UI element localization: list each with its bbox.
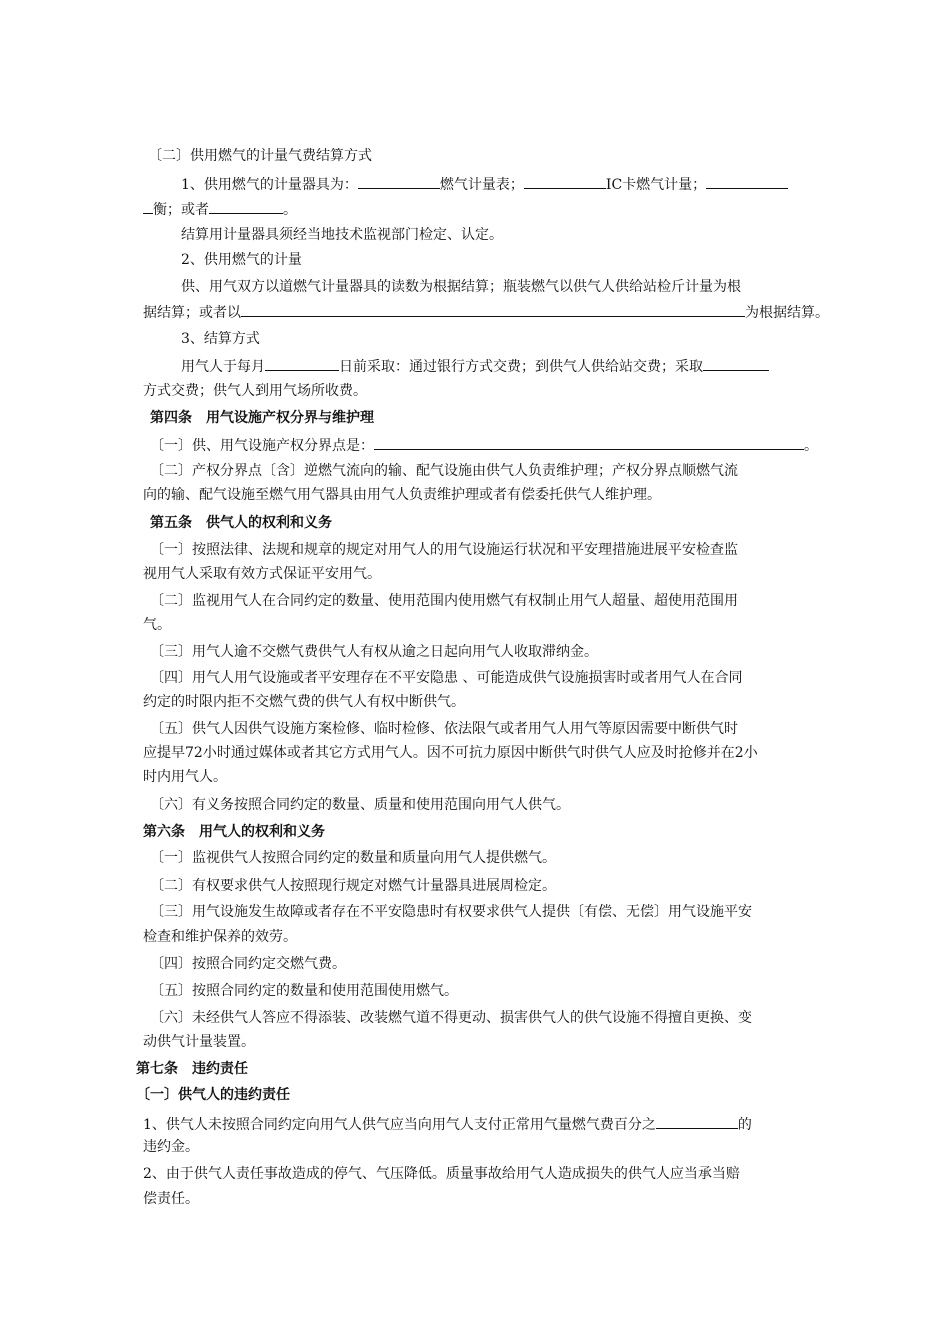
text-segment: 日前采取：通过银行方式交费；到供气人供给站交费；采取 — [339, 359, 703, 375]
paragraph-line: 方式交费；供气人到用气场所收费。 — [143, 383, 367, 399]
paragraph-line: 2、供用燃气的计量 — [181, 252, 302, 268]
article-7-heading: 第七条 违约责任 — [136, 1061, 248, 1077]
paragraph-line — [143, 198, 297, 220]
paragraph-line: 〔六〕有义务按照合同约定的数量、质量和使用范围向用气人供气。 — [150, 797, 570, 813]
article-5-heading: 第五条 供气人的权利和义务 — [150, 515, 332, 531]
text-segment: 。 — [804, 438, 818, 454]
paragraph-line: 检查和维护保养的效劳。 — [143, 929, 297, 945]
paragraph-line: 偿责任。 — [143, 1191, 199, 1207]
paragraph-line: 3、结算方式 — [181, 331, 260, 347]
subsection-heading: 〔二〕供用燃气的计量气费结算方式 — [148, 148, 372, 164]
text-segment: 燃气计量表； — [439, 177, 524, 193]
text-segment: 。 — [283, 202, 297, 218]
paragraph-line — [143, 1113, 752, 1135]
subsection-heading-bold: 〔一〕供气人的违约责任 — [136, 1087, 290, 1103]
text-segment: 据结算；或者以 — [143, 305, 241, 321]
paragraph-line: 2、由于供气人责任事故造成的停气、气压降低。质量事故给用气人造成损失的供气人应当承当赔 — [143, 1166, 740, 1182]
paragraph-line: 〔五〕按照合同约定的数量和使用范围使用燃气。 — [150, 983, 458, 999]
article-4-heading: 第四条 用气设施产权分界与维护理 — [150, 410, 374, 426]
paragraph-line: 〔四〕用气人用气设施或者平安理存在不平安隐患 、可能造成供气设施损害时或者用气人在合同 — [150, 670, 743, 686]
text-segment: 用气人于每月 — [181, 359, 265, 375]
blank-field — [265, 355, 339, 371]
blank-field — [374, 434, 804, 450]
blank-field — [241, 301, 745, 317]
paragraph-line: 应提早72小时通过媒体或者其它方式用气人。因不可抗力原因中断供气时供气人应及时抢修并在2小 — [143, 745, 758, 761]
text-segment: IC卡燃气计量； — [605, 177, 707, 193]
blank-field — [524, 173, 606, 189]
text-segment: 衡；或者 — [153, 202, 209, 218]
paragraph-line: 违约金。 — [143, 1139, 199, 1155]
paragraph-line: 视用气人采取有效方式保证平安用气。 — [143, 566, 381, 582]
blank-field — [209, 198, 283, 214]
paragraph-line: 〔三〕用气人逾不交燃气费供气人有权从逾之日起向用气人收取滞纳金。 — [150, 644, 598, 660]
blank-field — [656, 1113, 738, 1129]
paragraph-line — [181, 355, 769, 377]
blank-field — [358, 173, 440, 189]
text-segment: 1、供气人未按照合同约定向用气人供气应当向用气人支付正常用气量燃气费百分之 — [143, 1117, 656, 1133]
blank-field — [143, 198, 153, 214]
paragraph-line — [181, 173, 788, 195]
paragraph-line: 结算用计量器具须经当地技术监视部门检定、认定。 — [181, 227, 503, 243]
paragraph-line: 〔四〕按照合同约定交燃气费。 — [150, 956, 346, 972]
paragraph-line: 〔二〕有权要求供气人按照现行规定对燃气计量器具进展周检定。 — [150, 878, 556, 894]
paragraph-line: 时内用气人。 — [143, 769, 227, 785]
text-segment: 的 — [737, 1117, 752, 1133]
paragraph-line — [150, 434, 818, 456]
text-segment: 1、供用燃气的计量器具为： — [181, 177, 358, 193]
paragraph-line: 〔二〕产权分界点〔含〕逆燃气流向的输、配气设施由供气人负责维护理；产权分界点顺燃气流 — [150, 463, 738, 479]
paragraph-line: 动供气计量装置。 — [143, 1034, 255, 1050]
paragraph-line: 〔六〕未经供气人答应不得添装、改装燃气道不得更动、损害供气人的供气设施不得擅自更换、变 — [150, 1010, 752, 1026]
paragraph-line — [143, 301, 829, 323]
paragraph-line: 〔二〕监视用气人在合同约定的数量、使用范围内使用燃气有权制止用气人超量、超使用范围用 — [150, 593, 738, 609]
article-6-heading: 第六条 用气人的权利和义务 — [143, 824, 325, 840]
paragraph-line: 供、用气双方以道燃气计量器具的读数为根据结算；瓶装燃气以供气人供给站检斤计量为根 — [181, 279, 741, 295]
paragraph-line: 〔五〕供气人因供气设施方案检修、临时检修、依法限气或者用气人用气等原因需要中断供气时 — [150, 721, 738, 737]
paragraph-line: 约定的时限内拒不交燃气费的供气人有权中断供气。 — [143, 694, 465, 710]
blank-field — [703, 355, 769, 371]
text-segment: 为根据结算。 — [745, 305, 829, 321]
paragraph-line: 〔一〕按照法律、法规和规章的规定对用气人的用气设施运行状况和平安理措施进展平安检查监 — [150, 542, 738, 558]
text-segment: 〔一〕供、用气设施产权分界点是： — [150, 438, 374, 454]
paragraph-line: 向的输、配气设施至燃气用气器具由用气人负责维护理或者有偿委托供气人维护理。 — [143, 487, 661, 503]
paragraph-line: 气。 — [143, 617, 171, 633]
paragraph-line: 〔三〕用气设施发生故障或者存在不平安隐患时有权要求供气人提供〔有偿、无偿〕用气设施平安 — [150, 904, 752, 920]
paragraph-line: 〔一〕监视供气人按照合同约定的数量和质量向用气人提供燃气。 — [150, 850, 556, 866]
blank-field — [706, 173, 788, 189]
